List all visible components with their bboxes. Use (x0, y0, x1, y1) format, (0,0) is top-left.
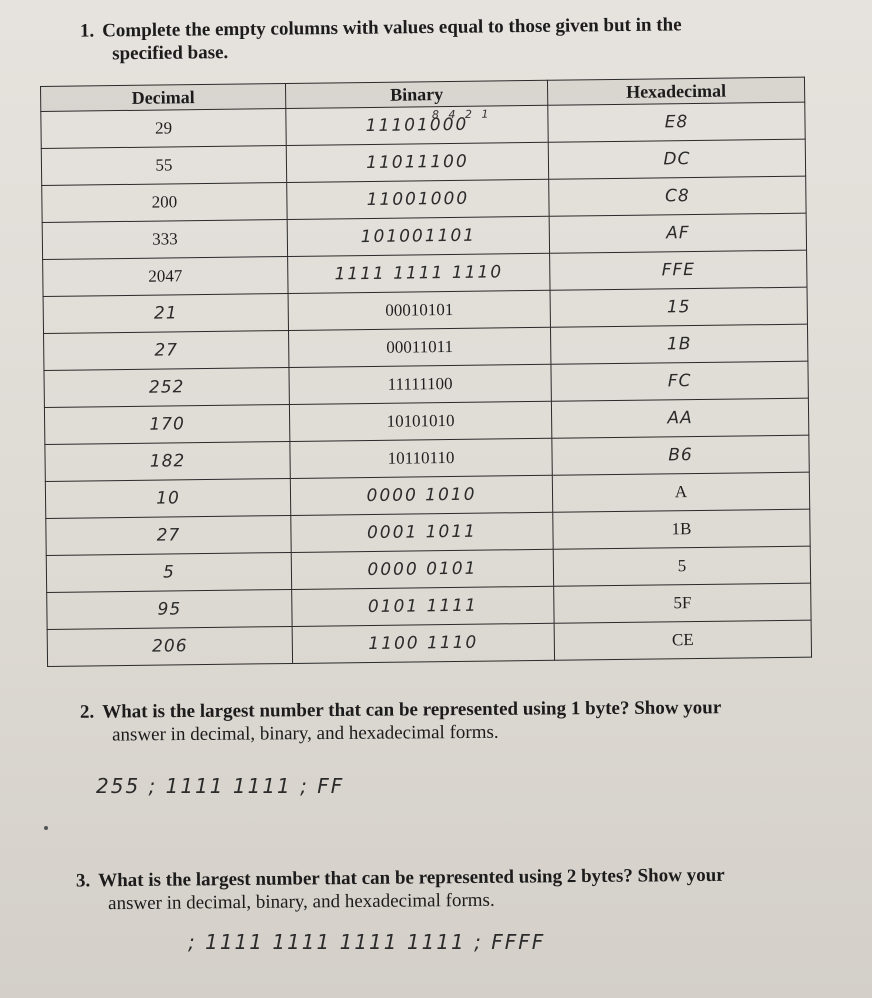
hex-cell: DC (548, 139, 805, 179)
question-2 (80, 695, 860, 746)
decimal-cell: 182 (45, 441, 290, 481)
question-2-line-1: 2. What is the largest number that can be represented using 1 byte? Show your (79, 697, 722, 723)
binary-cell: 1111 1111 1110 (288, 253, 550, 293)
hex-cell: B6 (552, 435, 809, 475)
question-3-number: 3. (75, 870, 91, 892)
decimal-cell: 200 (42, 182, 287, 222)
binary-place-markers: 8 4 2 1 (431, 107, 492, 122)
binary-cell: 10101010 (289, 401, 551, 441)
question-2-number: 2. (79, 701, 95, 723)
hex-cell: 1B (553, 509, 810, 549)
binary-cell: 10110110 (290, 438, 552, 478)
binary-cell: 0101 1111 (292, 586, 554, 626)
hex-cell: C8 (549, 176, 806, 216)
decimal-cell: 2047 (43, 256, 288, 296)
hex-cell: 15 (550, 287, 807, 327)
answer-3-handwritten: ; 1111 1111 1111 1111 ; FFFF (188, 930, 546, 954)
question-1-line-2: specified base. (112, 42, 229, 65)
decimal-cell: 29 (41, 108, 286, 148)
binary-cell: 0000 1010 (290, 475, 552, 515)
decimal-cell: 27 (46, 515, 291, 555)
binary-cell: 00011011 (289, 327, 551, 367)
decimal-cell: 170 (44, 404, 289, 444)
hex-cell: AA (551, 398, 808, 438)
binary-cell: 0001 1011 (291, 512, 553, 552)
binary-cell: 11101000 (286, 105, 548, 145)
hex-cell: FC (551, 361, 808, 401)
header-decimal: Decimal (41, 84, 286, 112)
hex-cell: AF (549, 213, 806, 253)
hex-cell: 1B (550, 324, 807, 364)
question-2-line-2: answer in decimal, binary, and hexadecimal forms. (112, 721, 499, 746)
conversion-table (40, 77, 812, 667)
binary-cell: 1100 1110 (292, 623, 554, 663)
decimal-cell: 333 (42, 219, 287, 259)
decimal-cell: 55 (41, 145, 286, 185)
binary-cell: 11111100 (289, 364, 551, 404)
hex-cell: CE (554, 620, 811, 660)
decimal-cell: 252 (44, 367, 289, 407)
hex-cell: 5F (554, 583, 811, 623)
decimal-cell: 95 (47, 589, 292, 629)
pencil-mark (44, 826, 48, 830)
question-1 (80, 12, 780, 65)
hex-cell: A (552, 472, 809, 512)
question-1-line-1: 1. Complete the empty columns with values equal to those given but in the (79, 14, 682, 42)
binary-cell: 101001101 (287, 216, 549, 256)
decimal-cell: 10 (45, 478, 290, 518)
hex-cell: E8 (548, 102, 805, 142)
binary-cell: 11001000 (287, 179, 549, 219)
question-3 (76, 863, 866, 916)
decimal-cell: 5 (46, 552, 291, 592)
header-binary: Binary (285, 80, 547, 108)
binary-cell: 11011100 (286, 142, 548, 182)
binary-cell: 00010101 (288, 290, 550, 330)
header-hexadecimal: Hexadecimal (547, 77, 804, 105)
hex-cell: 5 (553, 546, 810, 586)
hex-cell: FFE (550, 250, 807, 290)
question-3-line-1: 3. What is the largest number that can be represented using 2 bytes? Show your (75, 864, 725, 892)
binary-cell: 0000 0101 (291, 549, 553, 589)
decimal-cell: 206 (47, 626, 292, 666)
decimal-cell: 21 (43, 293, 288, 333)
decimal-cell: 27 (44, 330, 289, 370)
answer-2-handwritten: 255 ; 1111 1111 ; FF (96, 774, 345, 798)
table-row (47, 620, 811, 666)
question-1-number: 1. (79, 20, 95, 42)
question-3-line-2: answer in decimal, binary, and hexadecimal forms. (108, 889, 495, 915)
